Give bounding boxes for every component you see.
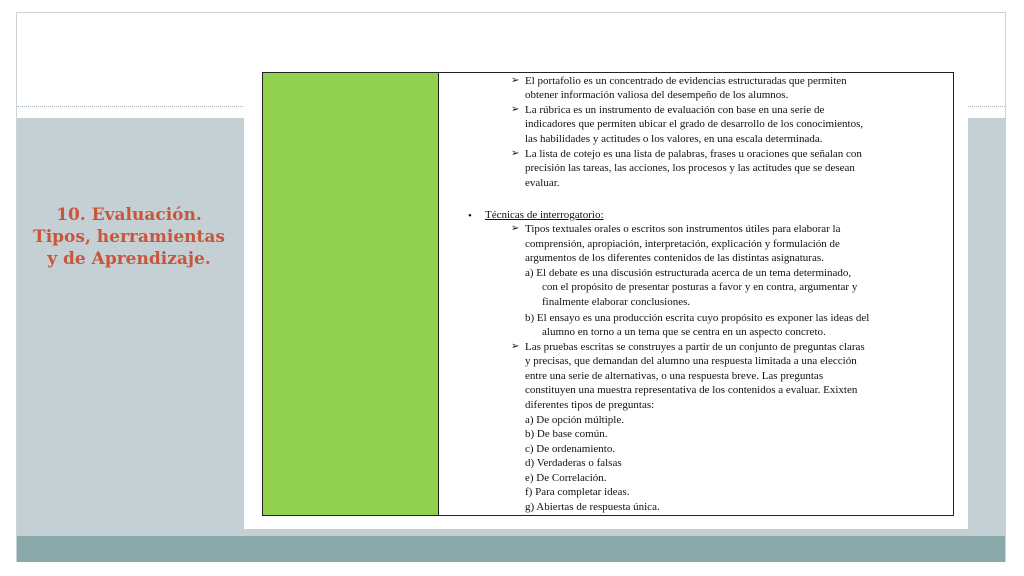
text-line: Las pruebas escritas se construyes a partir de un conjunto de preguntas claras	[525, 341, 865, 353]
document-table	[262, 72, 954, 516]
dot-bullet-icon: •	[468, 210, 472, 222]
list-item: a) De opción múltiple.	[525, 414, 624, 426]
text-line: precisión las tareas, las acciones, los procesos y las actitudes que se desean	[525, 162, 855, 174]
text-line: La rúbrica es un instrumento de evaluación con base en una serie de	[525, 104, 825, 116]
list-item: e) De Correlación.	[525, 472, 607, 484]
text-line: b) El ensayo es una producción escrita cuyo propósito es exponer las ideas del	[525, 312, 870, 324]
arrow-bullet-icon: ➢	[511, 104, 520, 115]
text-line: diferentes tipos de preguntas:	[525, 399, 655, 411]
text-line: entre una serie de alternativas, o una respuesta breve. Las preguntas	[525, 370, 824, 382]
list-item: g) Abiertas de respuesta única.	[525, 501, 660, 513]
text-line: finalmente elaborar conclusiones.	[542, 296, 691, 308]
text-line: las habilidades y actitudes o los valores, en una escala determinada.	[525, 133, 823, 145]
text-line: constituyen una muestra representativa de los contenidos a evaluar. Exixten	[525, 384, 858, 396]
arrow-bullet-icon: ➢	[511, 148, 520, 159]
text-line: evaluar.	[525, 177, 560, 189]
slide-title-line-2: Tipos, herramientas	[33, 227, 225, 247]
text-line: La lista de cotejo es una lista de palabras, frases u oraciones que señalan con	[525, 148, 862, 160]
footer-bar	[17, 536, 1005, 562]
arrow-bullet-icon: ➢	[511, 341, 520, 352]
slide-title-line-1: 10. Evaluación.	[56, 205, 202, 225]
text-line: alumno en torno a un tema que se centra en un aspecto concreto.	[542, 326, 826, 338]
list-item: f) Para completar ideas.	[525, 486, 630, 498]
text-line: comprensión, apropiación, interpretación, explicación y formulación de	[525, 238, 840, 250]
text-line: y precisas, que demandan del alumno una respuesta limitada a una elección	[525, 355, 857, 367]
text-line: obtener información valiosa del desempeño de los alumnos.	[525, 89, 789, 101]
text-line: a) El debate es una discusión estructurada acerca de un tema determinado,	[525, 267, 852, 279]
list-item: c) De ordenamiento.	[525, 443, 616, 455]
text-line: argumentos de los diferentes contenidos de las distintas asignaturas.	[525, 252, 824, 264]
text-line: con el propósito de presentar posturas a favor y en contra, argumentar y	[542, 281, 858, 293]
green-column	[263, 73, 439, 515]
text-column	[439, 73, 953, 515]
section-heading: Técnicas de interrogatorio:	[485, 209, 604, 221]
text-line: indicadores que permiten ubicar el grado de desarrollo de los conocimientos,	[525, 118, 864, 130]
text-line: El portafolio es un concentrado de evidencias estructuradas que permiten	[525, 75, 847, 87]
arrow-bullet-icon: ➢	[511, 75, 520, 86]
text-line: Tipos textuales orales o escritos son instrumentos útiles para elaborar la	[525, 223, 841, 235]
slide-title-line-3: y de Aprendizaje.	[47, 249, 211, 269]
list-item: d) Verdaderas o falsas	[525, 457, 622, 469]
list-item: b) De base común.	[525, 428, 608, 440]
arrow-bullet-icon: ➢	[511, 223, 520, 234]
slide-title	[20, 204, 238, 270]
